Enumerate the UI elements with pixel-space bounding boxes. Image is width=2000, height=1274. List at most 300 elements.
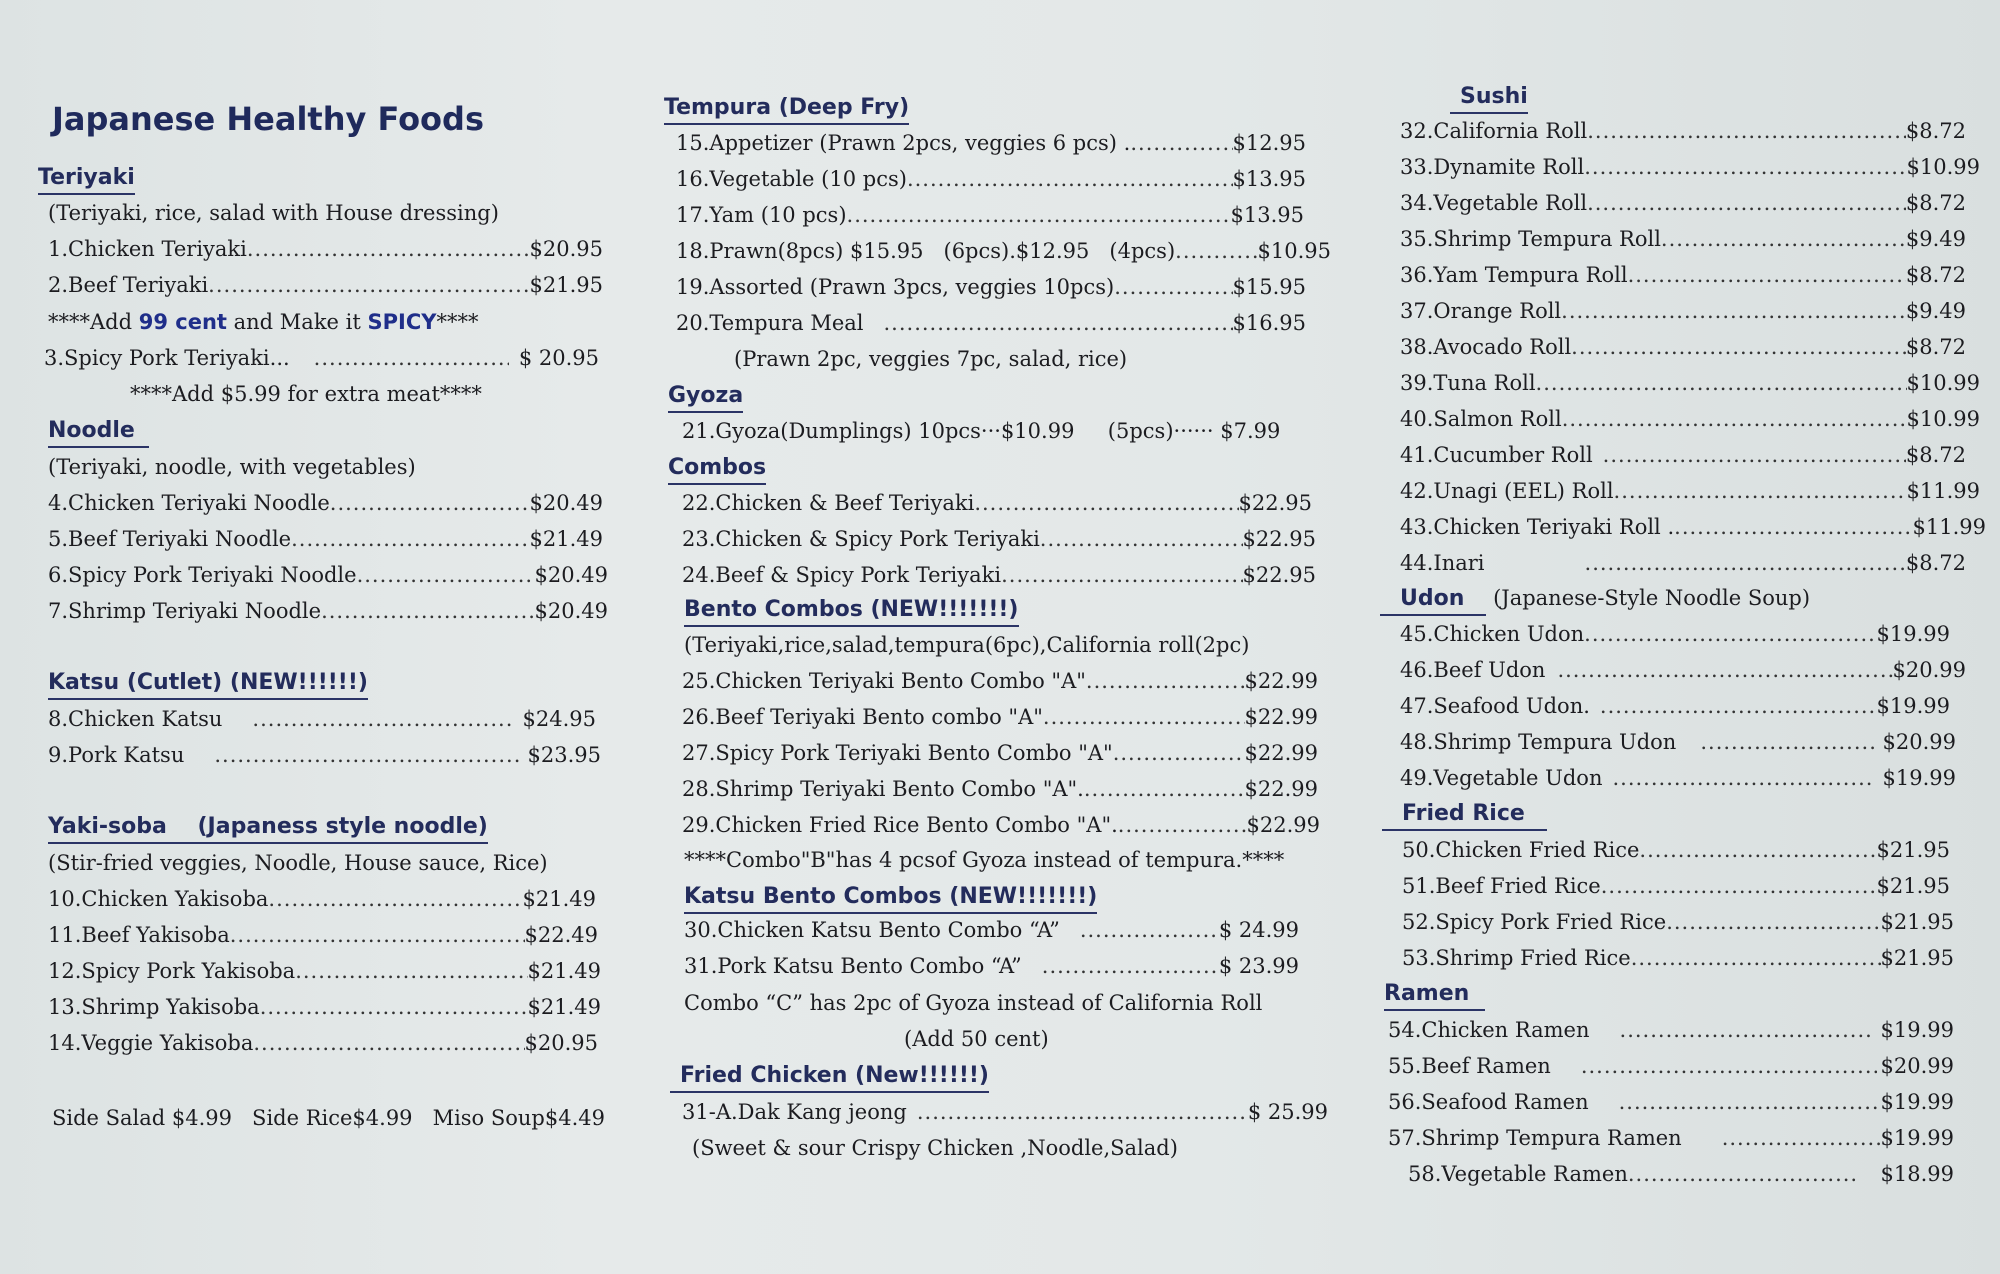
menu-item — [1400, 619, 1950, 649]
item-price: $15.95 — [1232, 275, 1306, 299]
item-price: $22.99 — [1244, 705, 1318, 729]
menu-item — [1400, 512, 1986, 542]
item-price: $19.99 — [1880, 1090, 1954, 1114]
menu-item — [1400, 296, 1966, 326]
item-price: $20.99 — [1882, 730, 1956, 754]
item-number: 27. — [682, 741, 716, 765]
menu-item — [48, 992, 601, 1022]
dot-leader — [1722, 1123, 1881, 1153]
dot-leader — [1601, 871, 1877, 901]
add-50-cent-note: (Add 50 cent) — [904, 1027, 1049, 1051]
item-number: 53. — [1402, 946, 1436, 970]
item-number: 13. — [48, 995, 82, 1019]
section-heading-tempura: Tempura (Deep Fry) — [664, 93, 909, 125]
item-name: Assorted (Prawn 3pcs, veggies 10pcs) — [709, 275, 1115, 299]
dot-leader — [252, 704, 514, 734]
item-number: 37. — [1400, 299, 1434, 323]
menu-item — [676, 272, 1306, 302]
section-heading-noodle: Noodle — [48, 416, 149, 448]
dot-leader — [330, 488, 530, 518]
menu-item — [1400, 152, 1980, 182]
section-heading-katsu: Katsu (Cutlet) (NEW!!!!!!) — [48, 668, 368, 700]
menu-item — [682, 810, 1320, 840]
item-name: Chicken Ramen — [1421, 1018, 1590, 1042]
udon-subtitle: (Japanese-Style Noodle Soup) — [1493, 586, 1811, 610]
dot-leader — [1080, 915, 1219, 945]
dot-leader — [1639, 835, 1876, 865]
menu-item — [1402, 871, 1950, 901]
menu-item — [1400, 655, 1966, 685]
item-number: 32. — [1400, 119, 1434, 143]
item-name: Chicken Udon — [1433, 622, 1585, 646]
item-number: 42. — [1400, 479, 1434, 503]
item-name: Tempura Meal — [709, 311, 864, 335]
item-price: $22.49 — [524, 923, 598, 947]
teriyaki-description: (Teriyaki, rice, salad with House dressing) — [48, 201, 499, 225]
item-price: $22.99 — [1246, 813, 1320, 837]
item-number: 35. — [1400, 227, 1434, 251]
dot-leader — [974, 488, 1238, 518]
item-price: $20.99 — [1880, 1054, 1954, 1078]
item-price: $8.72 — [1905, 551, 1966, 575]
yakisoba-description: (Stir-fried veggies, Noodle, House sauce, Rice) — [48, 851, 548, 875]
item-name: Spicy Pork Teriyaki Noodle — [68, 563, 357, 587]
menu-item — [682, 560, 1316, 590]
menu-item — [1400, 476, 1980, 506]
section-heading-combos: Combos — [668, 453, 766, 485]
menu-item — [48, 956, 601, 986]
item-price: $22.95 — [1242, 527, 1316, 551]
item-price: $22.99 — [1244, 741, 1318, 765]
item-price: $19.99 — [1876, 622, 1950, 646]
spicy-note-price: 99 cent — [138, 310, 227, 334]
dot-leader — [1603, 440, 1906, 470]
dot-leader — [1562, 404, 1907, 434]
item-number: 57. — [1388, 1126, 1422, 1150]
item-number: 34. — [1400, 191, 1434, 215]
menu-item — [676, 200, 1304, 230]
item-number: 54. — [1388, 1018, 1422, 1042]
item-name: Vegetable Roll — [1433, 191, 1588, 215]
dot-leader — [260, 992, 528, 1022]
item-number: 49. — [1400, 766, 1434, 790]
combo-b-note: ****Combo"B"has 4 pcsof Gyoza instead of tempura.**** — [684, 848, 1285, 872]
dot-leader — [1631, 943, 1881, 973]
item-name: Prawn(8pcs) $15.95 (6pcs).$12.95 (4pcs) — [709, 239, 1176, 263]
item-number: 5. — [48, 527, 69, 551]
item-number: 41. — [1400, 443, 1434, 467]
item-number: 28. — [682, 777, 716, 801]
item-number: 20. — [676, 311, 710, 335]
dot-leader — [291, 524, 529, 554]
item-price: $19.99 — [1880, 1126, 1954, 1150]
item-name: Chicken Teriyaki Noodle — [68, 491, 330, 515]
item-number: 22. — [682, 491, 716, 515]
item-number: 38. — [1400, 335, 1434, 359]
item-name: Beef Fried Rice — [1435, 874, 1601, 898]
item-name: Chicken Fried Rice Bento Combo "A". — [715, 813, 1118, 837]
menu-item — [1400, 332, 1966, 362]
item-name: Shrimp Tempura Udon — [1433, 730, 1677, 754]
item-price: $12.95 — [1232, 131, 1306, 155]
section-heading-ramen: Ramen — [1384, 979, 1485, 1011]
item-name: Beef Yakisoba — [81, 923, 230, 947]
dot-leader — [314, 343, 509, 373]
item-number: 4. — [48, 491, 69, 515]
dot-leader — [253, 1028, 524, 1058]
item-number: 55. — [1388, 1054, 1422, 1078]
item-name: Veggie Yakisoba — [81, 1031, 254, 1055]
item-number: 33. — [1400, 155, 1434, 179]
item-number: 24. — [682, 563, 716, 587]
item-number: 30. — [684, 918, 718, 942]
bento-description: (Teriyaki,rice,salad,tempura(6pc),California roll(2pc) — [684, 633, 1250, 657]
item-name: Beef Teriyaki — [68, 273, 209, 297]
item-price: $21.95 — [1880, 910, 1954, 934]
item-price: $21.95 — [1876, 874, 1950, 898]
item-name: Vegetable Udon — [1433, 766, 1603, 790]
item-price: $10.99 — [1906, 371, 1980, 395]
item-name: Spicy Pork Yakisoba — [81, 959, 296, 983]
dot-leader — [1557, 655, 1892, 685]
item-name: Shrimp Teriyaki Bento Combo "A". — [715, 777, 1084, 801]
section-heading-fried-rice: Fried Rice — [1382, 799, 1547, 831]
section-heading-katsu-bento: Katsu Bento Combos (NEW!!!!!!!) — [684, 882, 1097, 914]
item-price: $13.95 — [1232, 167, 1306, 191]
item-price: $10.95 — [1257, 239, 1331, 263]
item-number: 7. — [48, 599, 69, 623]
menu-item — [684, 915, 1299, 945]
item-price: $8.72 — [1905, 191, 1966, 215]
item-price: $21.49 — [529, 527, 603, 551]
item-number: 1. — [48, 237, 69, 261]
menu-item — [682, 666, 1318, 696]
dot-leader — [268, 884, 522, 914]
menu-item — [676, 164, 1306, 194]
item-number: 6. — [48, 563, 69, 587]
item-number: 52. — [1402, 910, 1436, 934]
item-name: Spicy Pork Teriyaki... — [64, 346, 290, 370]
item-name: Shrimp Tempura Roll — [1433, 227, 1661, 251]
item-name: Shrimp Fried Rice — [1435, 946, 1631, 970]
dot-leader — [1584, 619, 1876, 649]
menu-item — [1400, 548, 1966, 578]
item-price: $21.49 — [527, 995, 601, 1019]
menu-item — [1388, 1015, 1954, 1045]
item-name: Chicken Katsu — [68, 707, 223, 731]
dot-leader — [1587, 116, 1906, 146]
item-price: $20.99 — [1892, 658, 1966, 682]
menu-item — [48, 524, 603, 554]
item-price: $ 20.95 — [518, 346, 599, 370]
menu-item — [682, 1097, 1328, 1127]
dot-leader — [1661, 224, 1906, 254]
menu-item — [1400, 763, 1956, 793]
item-number: 9. — [48, 743, 69, 767]
item-price: $10.99 — [1906, 155, 1980, 179]
item-name: Chicken Teriyaki — [68, 237, 247, 261]
item-number: 14. — [48, 1031, 82, 1055]
item-price: $21.49 — [527, 959, 601, 983]
section-heading-teriyaki: Teriyaki — [38, 163, 135, 195]
menu-item — [1400, 691, 1950, 721]
item-price: $ 24.99 — [1218, 918, 1299, 942]
item-price: $23.95 — [527, 743, 601, 767]
menu-item — [48, 704, 596, 734]
side-orders: Side Salad $4.99 Side Rice$4.99 Miso Soup$4.49 — [52, 1106, 605, 1130]
item-price: $ 23.99 — [1218, 954, 1299, 978]
item-name: Chicken Teriyaki Bento Combo "A" — [715, 669, 1086, 693]
menu-item — [48, 884, 596, 914]
item-price: $21.95 — [529, 273, 603, 297]
menu-item — [1408, 1159, 1954, 1189]
menu-item — [1388, 1051, 1954, 1081]
item-number: 3. — [44, 346, 65, 370]
item-number: 10. — [48, 887, 82, 911]
item-name: Avocado Roll — [1433, 335, 1572, 359]
item-price: $19.99 — [1876, 694, 1950, 718]
item-name: Chicken Yakisoba — [81, 887, 269, 911]
item-price: $21.49 — [522, 887, 596, 911]
dot-leader — [1666, 907, 1880, 937]
menu-item — [1388, 1123, 1954, 1153]
dot-leader — [208, 270, 529, 300]
item-price: $16.95 — [1232, 311, 1306, 335]
item-number: 47. — [1400, 694, 1434, 718]
item-name: Beef Ramen — [1421, 1054, 1551, 1078]
menu-item — [48, 560, 608, 590]
item-number: 17. — [676, 203, 710, 227]
item-name: Salmon Roll — [1433, 407, 1562, 431]
item-number: 8. — [48, 707, 69, 731]
item-price: $21.95 — [1880, 946, 1954, 970]
item-name: Beef Udon — [1433, 658, 1546, 682]
dot-leader — [907, 164, 1233, 194]
item-number: 12. — [48, 959, 82, 983]
section-heading-yakisoba: Yaki-soba (Japaness style noodle) — [48, 812, 488, 844]
menu-item — [1400, 727, 1956, 757]
item-price: $ 25.99 — [1247, 1100, 1328, 1124]
menu-item — [48, 488, 603, 518]
dot-leader — [1600, 691, 1877, 721]
dot-leader — [230, 920, 525, 950]
section-heading-bento-combos: Bento Combos (NEW!!!!!!!) — [684, 595, 1019, 627]
item-name: Beef Teriyaki Bento combo "A" — [715, 705, 1043, 729]
item-name: Vegetable Ramen — [1441, 1162, 1628, 1186]
item-name: Tuna Roll — [1433, 371, 1536, 395]
dot-leader — [1700, 727, 1874, 757]
dot-leader — [357, 560, 535, 590]
item-number: 15. — [676, 131, 710, 155]
menu-item — [1400, 188, 1966, 218]
dot-leader — [847, 200, 1231, 230]
item-name: Vegetable (10 pcs) — [709, 167, 907, 191]
item-name: Shrimp Tempura Ramen — [1421, 1126, 1682, 1150]
dot-leader — [1581, 1051, 1877, 1081]
dot-leader — [1628, 260, 1906, 290]
dot-leader — [214, 740, 519, 770]
section-heading-gyoza: Gyoza — [668, 381, 743, 413]
dot-leader — [1113, 738, 1245, 768]
item-name: Chicken Teriyaki Roll . — [1433, 515, 1675, 539]
section-heading-fried-chicken: Fried Chicken (New!!!!!!) — [670, 1061, 989, 1093]
dot-leader — [1585, 548, 1906, 578]
item-name: Unagi (EEL) Roll — [1433, 479, 1614, 503]
item-name: Chicken & Beef Teriyaki — [715, 491, 975, 515]
menu-item — [1388, 1087, 1954, 1117]
item-price: $8.72 — [1905, 335, 1966, 359]
item-name: Inari — [1433, 551, 1485, 575]
item-name: Beef & Spicy Pork Teriyaki — [715, 563, 1002, 587]
dot-leader — [1614, 476, 1907, 506]
item-name: Shrimp Teriyaki Noodle — [68, 599, 322, 623]
item-number: 16. — [676, 167, 710, 191]
menu-item — [676, 308, 1306, 338]
item-price: $22.99 — [1244, 777, 1318, 801]
menu-item — [48, 740, 601, 770]
item-name: Chicken Fried Rice — [1435, 838, 1640, 862]
item-number: 58. — [1408, 1162, 1442, 1186]
item-number: 45. — [1400, 622, 1434, 646]
item-number: 39. — [1400, 371, 1434, 395]
item-name: Spicy Pork Teriyaki Bento Combo "A" — [715, 741, 1113, 765]
menu-item — [44, 343, 599, 373]
item-number: 31-A. — [682, 1100, 738, 1124]
dot-leader — [1674, 512, 1912, 542]
item-name: Yam Tempura Roll — [1433, 263, 1628, 287]
spicy-note-word: SPICY — [367, 310, 437, 334]
item-price: $22.95 — [1242, 563, 1316, 587]
menu-item — [1400, 260, 1966, 290]
menu-item — [682, 524, 1316, 554]
dot-leader — [247, 234, 530, 264]
item-price: $8.72 — [1905, 263, 1966, 287]
item-number: 50. — [1402, 838, 1436, 862]
item-price: $9.49 — [1905, 299, 1966, 323]
item-number: 2. — [48, 273, 69, 297]
menu-item — [676, 128, 1306, 158]
dot-leader — [1628, 1159, 1859, 1189]
spicy-note-part: **** — [436, 310, 479, 334]
item-number: 56. — [1388, 1090, 1422, 1114]
item-number: 25. — [682, 669, 716, 693]
dot-leader — [1587, 188, 1906, 218]
item-number: 18. — [676, 239, 710, 263]
menu-item — [1400, 224, 1966, 254]
item-name: Appetizer (Prawn 2pcs, veggies 6 pcs) . — [709, 131, 1131, 155]
dot-leader — [1114, 272, 1232, 302]
menu-item — [48, 270, 603, 300]
section-heading-udon: Udon — [1380, 584, 1486, 616]
menu-item — [1400, 440, 1966, 470]
dot-leader — [1042, 951, 1219, 981]
extra-meat-note: ****Add $5.99 for extra meat**** — [130, 382, 482, 406]
dot-leader — [1084, 774, 1245, 804]
menu-item — [1402, 835, 1950, 865]
item-price: $24.95 — [522, 707, 596, 731]
item-name: Yam (10 pcs) — [709, 203, 847, 227]
item-price: $11.99 — [1906, 479, 1980, 503]
item-price: $20.49 — [534, 563, 608, 587]
item-number: 40. — [1400, 407, 1434, 431]
item-price: $20.49 — [529, 491, 603, 515]
menu-item — [684, 951, 1299, 981]
item-price: $9.49 — [1905, 227, 1966, 251]
item-price: $20.95 — [529, 237, 603, 261]
dot-leader — [1043, 702, 1245, 732]
item-price: $20.49 — [534, 599, 608, 623]
dot-leader — [1536, 368, 1907, 398]
item-number: 29. — [682, 813, 716, 837]
item-number: 19. — [676, 275, 710, 299]
menu-item — [682, 738, 1318, 768]
dot-leader — [1130, 128, 1232, 158]
item-number: 48. — [1400, 730, 1434, 754]
spicy-note-part: ****Add — [48, 310, 139, 334]
item-name: Chicken Katsu Bento Combo “A” — [717, 918, 1060, 942]
dot-leader — [321, 596, 534, 626]
dot-leader — [1612, 763, 1874, 793]
section-heading-sushi: Sushi — [1450, 82, 1528, 114]
item-name: Pork Katsu — [68, 743, 185, 767]
menu-item — [682, 774, 1318, 804]
dot-leader — [1620, 1015, 1873, 1045]
dot-leader — [1561, 296, 1906, 326]
dot-leader — [917, 1097, 1248, 1127]
item-price: $20.95 — [524, 1031, 598, 1055]
item-price: $18.99 — [1880, 1162, 1954, 1186]
item-price: $19.99 — [1882, 766, 1956, 790]
dot-leader — [884, 308, 1233, 338]
item-number: 46. — [1400, 658, 1434, 682]
combo-c-note: Combo “C” has 2pc of Gyoza instead of California Roll — [684, 991, 1263, 1015]
fried-chicken-description: (Sweet & sour Crispy Chicken ,Noodle,Salad) — [692, 1136, 1178, 1160]
item-price: $10.99 — [1906, 407, 1980, 431]
item-number: 11. — [48, 923, 82, 947]
item-name: Dak Kang jeong — [737, 1100, 907, 1124]
menu-item — [676, 236, 1331, 266]
item-name: Beef Teriyaki Noodle — [68, 527, 292, 551]
menu-item — [48, 234, 603, 264]
udon-heading-row — [1380, 583, 1990, 616]
item-name: Spicy Pork Fried Rice — [1435, 910, 1667, 934]
dot-leader — [1619, 1087, 1881, 1117]
item-price: $21.95 — [1876, 838, 1950, 862]
item-name: Dynamite Roll — [1433, 155, 1585, 179]
menu-item — [1400, 404, 1980, 434]
menu-item — [1402, 907, 1954, 937]
gyoza-item: 21.Gyoza(Dumplings) 10pcs···$10.99 (5pcs)······ $7.99 — [682, 419, 1281, 443]
item-number: 31. — [684, 954, 718, 978]
menu-item — [682, 702, 1318, 732]
item-number: 44. — [1400, 551, 1434, 575]
dot-leader — [1086, 666, 1245, 696]
item-price: $8.72 — [1905, 119, 1966, 143]
noodle-description: (Teriyaki, noodle, with vegetables) — [48, 455, 416, 479]
menu-item — [48, 596, 608, 626]
item-name: Shrimp Yakisoba — [81, 995, 260, 1019]
item-name: Seafood Udon. — [1433, 694, 1590, 718]
dot-leader — [1571, 332, 1906, 362]
menu-item — [48, 1028, 598, 1058]
menu-item — [1402, 943, 1954, 973]
item-number: 43. — [1400, 515, 1434, 539]
item-price: $11.99 — [1912, 515, 1986, 539]
item-price: $19.99 — [1880, 1018, 1954, 1042]
item-name: Cucumber Roll — [1433, 443, 1593, 467]
item-number: 36. — [1400, 263, 1434, 287]
dot-leader — [1584, 152, 1906, 182]
